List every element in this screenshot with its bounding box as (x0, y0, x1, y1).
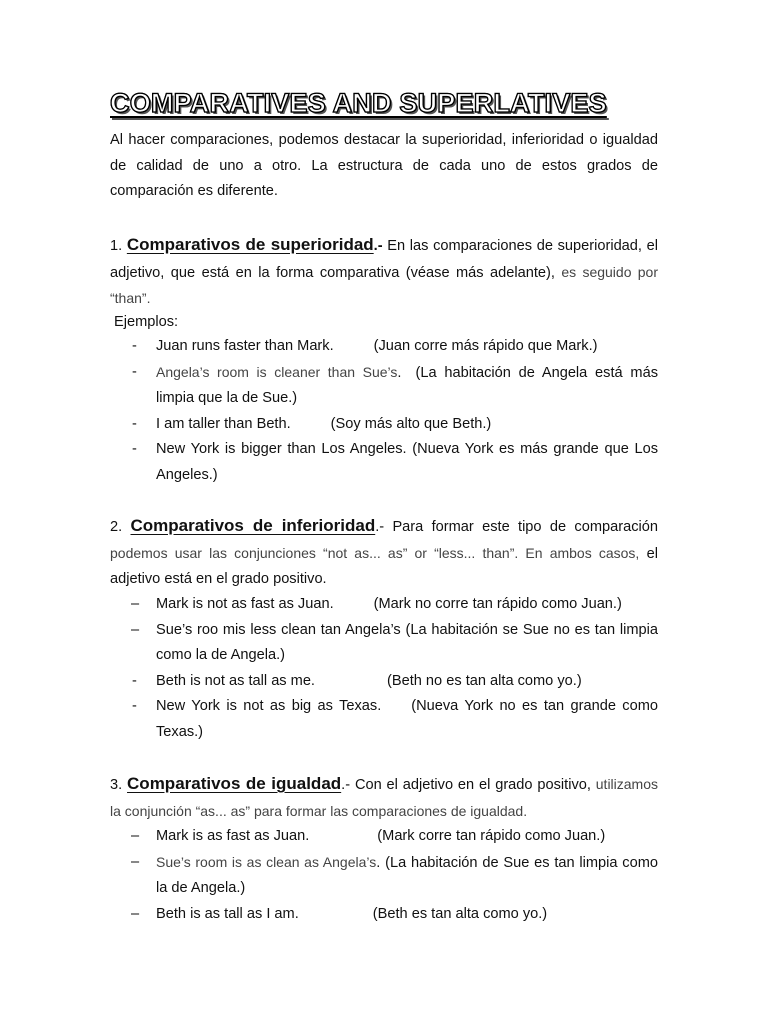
section-heading-inferioridad: Comparativos de inferioridad (130, 516, 376, 535)
section-text: Con el adjetivo en el grado positivo, (350, 777, 596, 793)
heading-suffix: .- (341, 777, 351, 793)
list-item (110, 360, 658, 412)
list-item (110, 412, 658, 438)
section-text-tail: el adjetivo está en el grado positivo. (110, 545, 658, 587)
example-spanish: (La habitación de Sue es tan limpia como la de Angela.) (156, 854, 658, 896)
section-text: En las comparaciones de superioridad, el adjetivo, que está en la forma comparativa (véase más adelante), (110, 238, 658, 281)
section-text-secondary: utilizamos la conjunción “as... as” para formar las comparaciones de igualdad. (110, 776, 659, 819)
example-english: I am taller than Beth. (156, 415, 291, 432)
example-spanish: (Mark corre tan rápido como Juan.) (377, 828, 606, 844)
list-item (110, 334, 658, 360)
example-spanish: (La habitación se Sue no es tan limpia como la de Angela.) (156, 621, 658, 663)
period: . (376, 854, 381, 871)
example-english: New York is bigger than Los Angeles. (156, 441, 407, 457)
dash: – (131, 621, 140, 638)
dash: – (131, 905, 140, 922)
bullet: - (132, 672, 137, 689)
list-item (110, 437, 658, 488)
example-english: Beth is as tall as I am. (156, 905, 299, 922)
example-spanish: (Nueva York no es tan grande como Texas.) (156, 698, 658, 740)
example-spanish: (Soy más alto que Beth.) (330, 415, 492, 432)
section-text-secondary: podemos usar las conjunciones “not as... as” or “less... than”. En ambos casos, (110, 544, 640, 561)
list-item (110, 669, 658, 695)
dash: – (131, 853, 140, 870)
bullet: - (132, 698, 137, 714)
section-number: 3. (110, 777, 123, 793)
intro-paragraph: Al hacer comparaciones, podemos destacar la superioridad, inferioridad o igualdad de calidad de uno a otro. La estructura de cada uno de estos grados de comparación es diferente. (110, 132, 658, 199)
example-english: Beth is not as tall as me. (156, 672, 315, 689)
example-english: Sue’s roo mis less clean tan Angela’s (156, 621, 401, 638)
heading-suffix: .- (375, 519, 385, 535)
ejemplos-label: Ejemplos: (114, 314, 179, 330)
bullet: - (132, 363, 137, 380)
example-spanish: (La habitación de Angela está más limpia que la de Sue.) (156, 364, 658, 406)
section-superioridad-paragraph (110, 232, 658, 313)
list-item (110, 902, 658, 928)
heading-suffix: .- (373, 238, 383, 254)
section-heading-superioridad: Comparativos de superioridad (126, 235, 374, 254)
example-english: New York is not as big as Texas. (156, 698, 382, 714)
list-item (110, 592, 658, 618)
example-spanish: (Nueva York es más grande que Los Angeles.) (156, 441, 659, 483)
section-inferioridad-paragraph (110, 513, 658, 593)
example-spanish: (Juan corre más rápido que Mark.) (373, 338, 598, 354)
superioridad-examples-list (110, 334, 658, 488)
list-item (110, 824, 658, 850)
bullet: - (132, 441, 137, 457)
page-title: COMPARATIVES AND SUPERLATIVES (110, 88, 607, 118)
example-english: Juan runs faster than Mark. (156, 338, 334, 354)
dash: – (131, 596, 140, 612)
section-number: 1. (110, 238, 123, 254)
example-english: Mark is as fast as Juan. (156, 828, 310, 844)
bullet: - (132, 415, 137, 432)
example-spanish: (Beth es tan alta como yo.) (372, 905, 548, 922)
list-item (110, 694, 658, 745)
inferioridad-examples-list (110, 592, 658, 745)
section-number: 2. (110, 519, 123, 535)
list-item (110, 850, 658, 902)
section-text: Para formar este tipo de comparación (384, 519, 658, 535)
example-spanish: (Mark no corre tan rápido como Juan.) (373, 596, 622, 612)
example-english: Angela’s room is cleaner than Sue’s (156, 363, 398, 380)
example-english: Sue’s room is as clean as Angela’s (156, 853, 377, 870)
bullet: - (132, 338, 137, 354)
dash: – (131, 828, 140, 844)
igualdad-examples-list (110, 824, 658, 927)
section-igualdad-paragraph (110, 771, 658, 825)
list-item (110, 618, 658, 669)
example-spanish: (Beth no es tan alta como yo.) (387, 672, 582, 689)
section-text-secondary: es seguido por “than”. (110, 263, 658, 306)
example-english: Mark is not as fast as Juan. (156, 596, 334, 612)
section-heading-igualdad: Comparativos de igualdad (127, 774, 342, 793)
period: . (397, 364, 402, 381)
